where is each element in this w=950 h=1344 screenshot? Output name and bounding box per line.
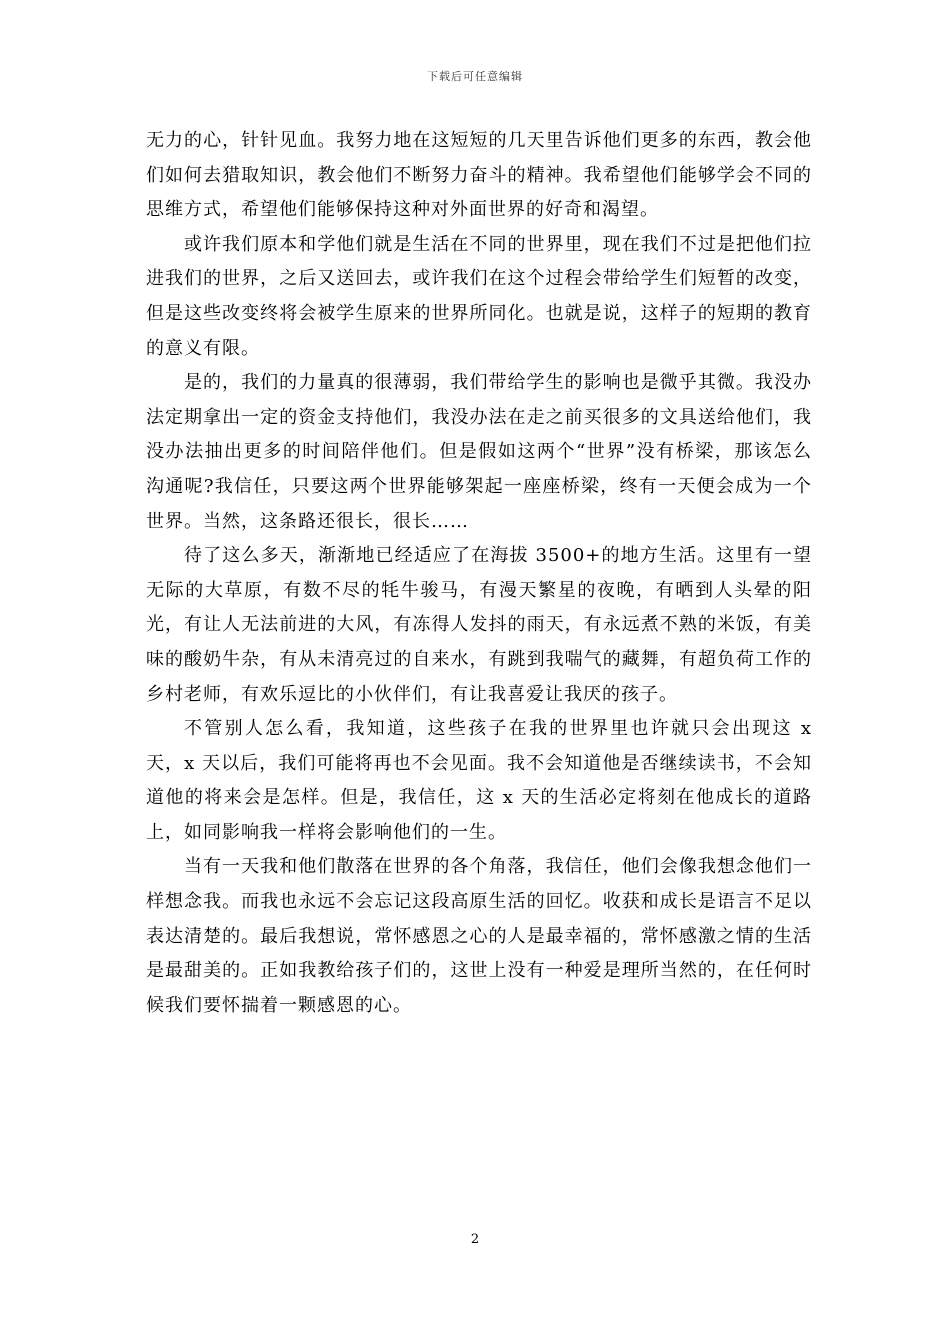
paragraph-6: 当有一天我和他们散落在世界的各个角落，我信任，他们会像我想念他们一样想念我。而我也永远不会忘记这段高原生活的回忆。收获和成长是语言不足以表达清楚的。最后我想说，常怀感恩之心的人是最幸福的，常怀感激之情的生活是最甜美的。正如我教给孩子们的，这世上没有一种爱是理所当然的，在任何时候我们要怀揣着一颗感恩的心。 [146,856,812,1016]
paragraph-4: 待了这么多天，渐渐地已经适应了在海拔 3500+的地方生活。这里有一望无际的大草原，有数不尽的牦牛骏马，有漫天繁星的夜晚，有晒到人头晕的阳光，有让人无法前进的大风，有冻得人发抖的雨天，有永远煮不熟的米饭，有美味的酸奶牛杂，有从未清亮过的自来水，有跳到我喘气的藏舞，有超负荷工作的乡村老师，有欢乐逗比的小伙伴们，有让我喜爱让我厌的孩子。 [146,545,812,705]
paragraph-2: 或许我们原本和学他们就是生活在不同的世界里，现在我们不过是把他们拉进我们的世界，之后又送回去，或许我们在这个过程会带给学生们短暂的改变，但是这些改变终将会被学生原来的世界所同化。也就是说，这样子的短期的教育的意义有限。 [146,233,812,359]
paragraph-3: 是的，我们的力量真的很薄弱，我们带给学生的影响也是微乎其微。我没办法定期拿出一定的资金支持他们，我没办法在走之前买很多的文具送给他们，我没办法抽出更多的时间陪伴他们。但是假如这两个“世界”没有桥梁，那该怎么沟通呢?我信任，只要这两个世界能够架起一座座桥梁，终有一天便会成为一个世界。当然，这条路还很长，很长…… [146,372,812,532]
paragraph-5: 不管别人怎么看，我知道，这些孩子在我的世界里也许就只会出现这 x 天，x 天以后，我们可能将再也不会见面。我不会知道他是否继续读书，不会知道他的将来会是怎样。但是，我信任，这 x 天的生活必定将刻在他成长的道路上，如同影响我一样将会影响他们的一生。 [146,718,812,843]
page-header: 下载后可任意编辑 [427,70,523,83]
page-number: 2 [470,1232,480,1247]
paragraph-1: 无力的心，针针见血。我努力地在这短短的几天里告诉他们更多的东西，教会他们如何去猎取知识，教会他们不断努力奋斗的精神。我希望他们能够学会不同的思维方式，希望他们能够保持这种对外面世界的好奇和渴望。 [146,130,812,221]
document-body [146,124,812,1023]
